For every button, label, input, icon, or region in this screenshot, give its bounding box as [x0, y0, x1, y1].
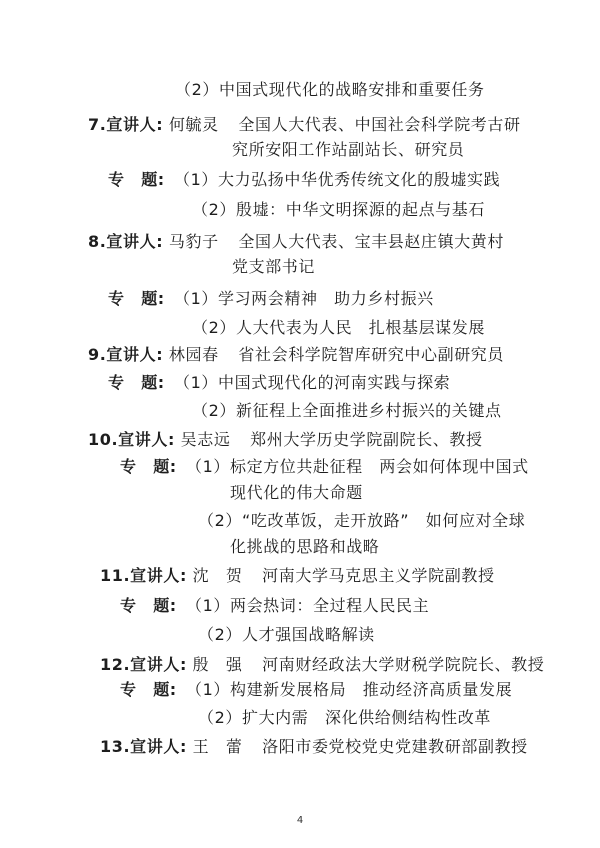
topic-line-cont: 现代化的伟大命题 — [230, 483, 363, 502]
topic-line: （1）标定方位共赴征程 两会如何体现中国式 — [186, 457, 529, 476]
speaker-desc-cont: 党支部书记 — [232, 257, 316, 276]
topic-line: （2）殷墟：中华文明探源的起点与基石 — [192, 200, 485, 219]
topic-line: （1）构建新发展格局 推动经济高质量发展 — [186, 680, 513, 699]
speaker-label: 10.宣讲人: — [88, 430, 175, 449]
topic-line: （2）扩大内需 深化供给侧结构性改革 — [198, 708, 491, 727]
speaker-name: 殷 强 — [192, 655, 243, 674]
speaker-name: 沈 贺 — [192, 566, 243, 585]
speaker-desc: 洛阳市委党校党史党建教研部副教授 — [262, 737, 528, 756]
topic-line: （2）“吃改革饭，走开放路” 如何应对全球 — [198, 511, 526, 530]
speaker-row — [88, 430, 483, 450]
topic-line: （2）人大代表为人民 扎根基层谋发展 — [192, 318, 485, 337]
topic-label: 专 题: — [108, 289, 165, 308]
topic-label: 专 题: — [120, 680, 177, 699]
speaker-row — [100, 737, 528, 757]
topic-line: （1）学习两会精神 助力乡村振兴 — [174, 289, 434, 308]
page-number: 4 — [296, 815, 304, 826]
topic-line: （2）中国式现代化的战略安排和重要任务 — [175, 80, 485, 99]
speaker-label: 11.宣讲人: — [100, 566, 187, 585]
topic-line: （2）新征程上全面推进乡村振兴的关键点 — [192, 401, 502, 420]
speaker-desc: 河南大学马克思主义学院副教授 — [262, 566, 495, 585]
topic-line-cont: 化挑战的思路和战略 — [230, 537, 380, 556]
speaker-row — [100, 655, 544, 675]
speaker-row — [88, 232, 504, 252]
speaker-label: 7.宣讲人: — [88, 115, 164, 134]
topic-label: 专 题: — [108, 373, 165, 392]
speaker-name: 马豹子 — [168, 232, 219, 251]
speaker-desc-cont: 究所安阳工作站副站长、研究员 — [232, 140, 465, 159]
topic-line: （1）中国式现代化的河南实践与探索 — [174, 373, 451, 392]
speaker-label: 12.宣讲人: — [100, 655, 187, 674]
speaker-desc: 河南财经政法大学财税学院院长、教授 — [262, 655, 545, 674]
topic-line: （1）两会热词：全过程人民民主 — [186, 596, 430, 615]
speaker-label: 8.宣讲人: — [88, 232, 164, 251]
speaker-label: 13.宣讲人: — [100, 737, 187, 756]
speaker-name: 吴志远 — [180, 430, 231, 449]
topic-label: 专 题: — [120, 457, 177, 476]
speaker-name: 王 蕾 — [192, 737, 243, 756]
speaker-desc: 省社会科学院智库研究中心副研究员 — [238, 345, 505, 364]
topic-line: （1）大力弘扬中华优秀传统文化的殷墟实践 — [174, 170, 501, 189]
speaker-row — [100, 566, 495, 586]
topic-line: （2）人才强国战略解读 — [198, 625, 375, 644]
topic-label: 专 题: — [120, 596, 177, 615]
speaker-desc: 全国人大代表、宝丰县赵庄镇大黄村 — [238, 232, 505, 251]
topic-label: 专 题: — [108, 170, 165, 189]
speaker-row — [88, 345, 504, 365]
speaker-desc: 郑州大学历史学院副院长、教授 — [250, 430, 483, 449]
speaker-name: 林园春 — [168, 345, 219, 364]
speaker-row — [88, 115, 521, 135]
speaker-desc: 全国人大代表、中国社会科学院考古研 — [238, 115, 521, 134]
speaker-name: 何毓灵 — [168, 115, 219, 134]
speaker-label: 9.宣讲人: — [88, 345, 164, 364]
